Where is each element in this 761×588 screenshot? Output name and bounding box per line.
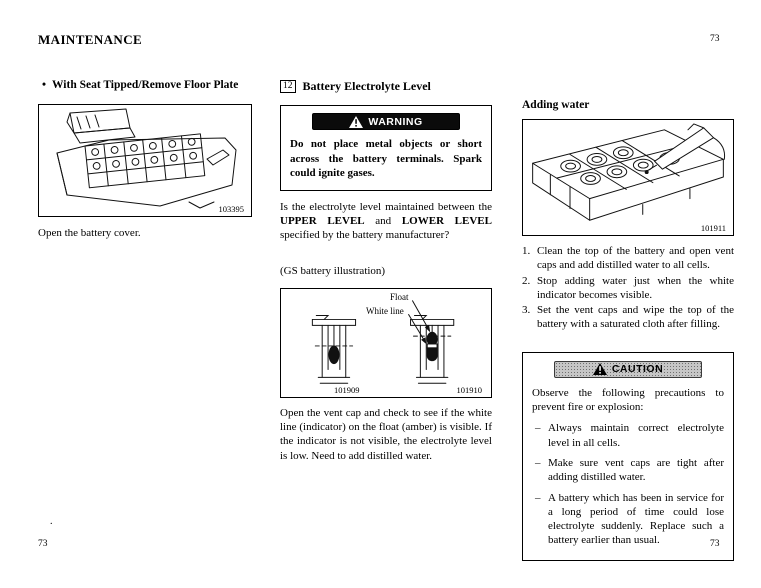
caution-item — [532, 456, 724, 485]
section-title: Battery Electrolyte Level — [302, 79, 431, 93]
figure-vent-cap — [280, 288, 492, 398]
section-number-box: 12 — [280, 80, 296, 93]
figure-battery-cover — [38, 104, 252, 217]
warning-triangle-icon — [349, 116, 363, 128]
left-column — [38, 79, 252, 239]
right-column — [522, 99, 734, 561]
caution-item-text: Make sure vent caps are tight after adding distilled water. — [548, 456, 724, 484]
warning-label: WARNING — [368, 115, 423, 128]
vent-cap-paragraph: Open the vent cap and check to see if the white line (indicator) on the float (amber) is visible. If the indicator is not visible, the electrolyte level is low. Need to add distilled water. — [280, 406, 492, 462]
caution-item — [532, 491, 724, 548]
caution-item-text: A battery which has been in service for a long period of time could lose electrolyte suddenly. Replace such a battery earlier than usual. — [548, 491, 724, 547]
adding-water-heading: Adding water — [522, 99, 590, 111]
caution-triangle-icon — [593, 363, 607, 375]
page-number-bottom-right: 73 — [710, 539, 720, 549]
dash-glyph: – — [535, 422, 541, 435]
question-text — [280, 200, 492, 243]
figure-number: 101910 — [456, 384, 482, 395]
left-heading — [38, 79, 252, 91]
caution-item-text: Always maintain correct electrolyte level in all cells. — [548, 422, 724, 449]
caution-label: CAUTION — [611, 363, 664, 376]
step-item — [522, 303, 734, 332]
question-part2: and — [364, 214, 402, 227]
dash-glyph: – — [535, 491, 541, 504]
page-title: MAINTENANCE — [38, 32, 143, 47]
gs-battery-note: (GS battery illustration) — [280, 265, 386, 278]
scan-dot: . — [50, 516, 53, 527]
step-text: Stop adding water just when the white indicator becomes visible. — [537, 274, 734, 301]
white-line-label: White line — [366, 305, 404, 316]
warning-box — [280, 105, 492, 191]
step-text: Set the vent caps and wipe the top of the battery with a saturated cloth after filling. — [537, 304, 734, 331]
caution-item — [532, 421, 724, 450]
float-label: Float — [390, 291, 409, 302]
warning-banner — [312, 113, 460, 130]
adding-water-steps — [522, 244, 734, 332]
caution-box — [522, 352, 734, 561]
vent-cap-illustration — [281, 289, 491, 397]
caution-banner — [554, 361, 702, 378]
lower-level-emphasis: LOWER LEVEL — [401, 214, 492, 227]
upper-level-emphasis: UPPER LEVEL — [280, 214, 365, 227]
section-heading — [280, 79, 492, 94]
caution-list — [532, 421, 724, 547]
caution-intro: Observe the following precautions to prevent fire or explosion: — [532, 386, 724, 414]
figure-adding-water — [522, 119, 734, 236]
step-number: 3. — [522, 304, 531, 317]
warning-text: Do not place metal objects or short across the battery terminals. Spark could ignite gases. — [290, 138, 482, 180]
figure-number: 103395 — [218, 204, 244, 214]
middle-column — [280, 79, 492, 463]
page-number-bottom-left: 73 — [38, 539, 48, 549]
figure-number: 101909 — [334, 384, 360, 395]
dash-glyph: – — [535, 456, 541, 469]
step-item — [522, 274, 734, 303]
adding-water-illustration — [523, 120, 733, 235]
question-part1: Is the electrolyte level maintained between the — [280, 200, 492, 213]
step-item — [522, 244, 734, 273]
step-text: Clean the top of the battery and open vent caps and add distilled water to all cells. — [537, 245, 734, 272]
left-heading-text: With Seat Tipped/Remove Floor Plate — [52, 79, 239, 91]
step-number: 2. — [522, 274, 531, 287]
page-number-top: 73 — [710, 34, 720, 44]
bullet-glyph: • — [42, 79, 47, 91]
battery-cover-illustration — [39, 105, 251, 216]
figure-number: 101911 — [700, 223, 726, 233]
left-caption: Open the battery cover. — [38, 227, 141, 239]
question-part3: specified by the battery manufacturer? — [280, 229, 450, 242]
step-number: 1. — [522, 245, 531, 257]
